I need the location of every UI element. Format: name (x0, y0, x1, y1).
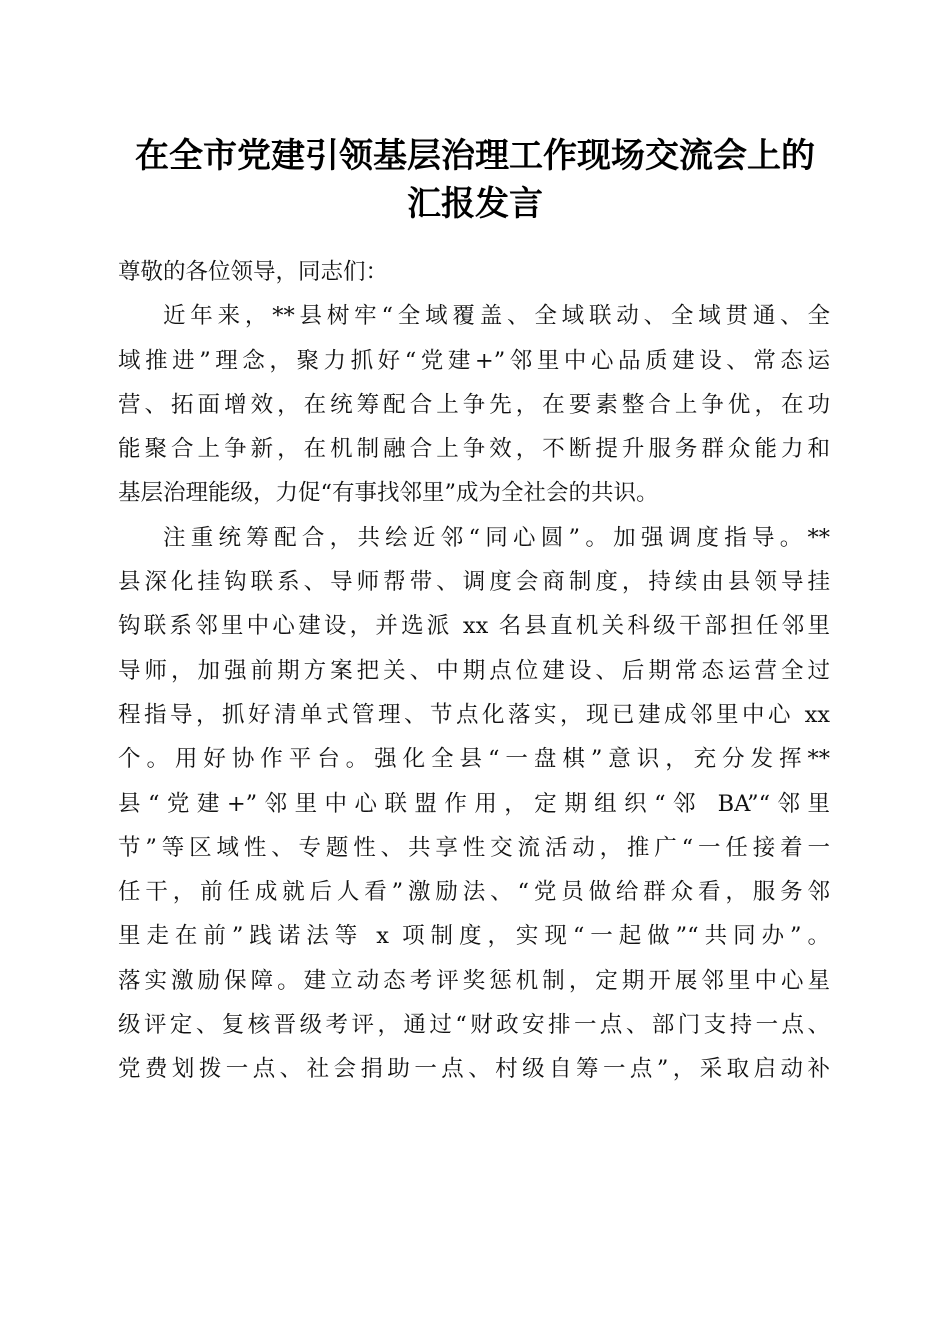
paragraph-line: 节”等区域性、专题性、共享性交流活动，推广“一任接着一 (118, 834, 830, 861)
title-line-2: 汇报发言 (407, 184, 543, 224)
document-body (118, 250, 830, 1092)
paragraph-line: 里走在前”践诺法等 x 项制度，实现“一起做”“共同办”。 (118, 923, 830, 950)
paragraph-line: 县“党建+”邻里中心联盟作用，定期组织“邻 BA”“邻里 (118, 790, 830, 817)
paragraph-line: 党费划拨一点、社会捐助一点、村级自筹一点”，采取启动补 (118, 1056, 830, 1083)
title-line-1: 在全市党建引领基层治理工作现场交流会上的 (135, 136, 815, 176)
paragraph-line: 县深化挂钩联系、导师帮带、调度会商制度，持续由县领导挂 (118, 569, 830, 596)
paragraph-line: 个。用好协作平台。强化全县“一盘棋”意识，充分发挥** (118, 746, 830, 773)
salutation: 尊敬的各位领导，同志们： (118, 259, 389, 285)
paragraph-line: 能聚合上争新，在机制融合上争效，不断提升服务群众能力和 (118, 436, 830, 463)
paragraph-line: 基层治理能级，力促“有事找邻里”成为全社会的共识。 (118, 480, 659, 507)
paragraph-line: 导师，加强前期方案把关、中期点位建设、后期常态运营全过 (118, 657, 830, 684)
paragraph-line: 域推进”理念，聚力抓好“党建+”邻里中心品质建设、常态运 (118, 347, 830, 374)
paragraph-line: 近年来，**县树牢“全域覆盖、全域联动、全域贯通、全 (163, 303, 830, 330)
paragraph-line: 钩联系邻里中心建设，并选派 xx 名县直机关科级干部担任邻里 (118, 613, 830, 640)
paragraph-line: 级评定、复核晋级考评，通过“财政安排一点、部门支持一点、 (118, 1012, 830, 1039)
paragraph-line: 程指导，抓好清单式管理、节点化落实，现已建成邻里中心 xx (118, 701, 830, 728)
document-title (100, 132, 850, 228)
paragraph-line: 任干，前任成就后人看”激励法、“党员做给群众看，服务邻 (118, 879, 830, 906)
paragraph-line: 落实激励保障。建立动态考评奖惩机制，定期开展邻里中心星 (118, 967, 830, 994)
paragraph-1 (118, 294, 830, 515)
paragraph-line: 营、拓面增效，在统筹配合上争先，在要素整合上争优，在功 (118, 391, 830, 418)
paragraph-2 (118, 516, 830, 1092)
paragraph-line: 注重统筹配合，共绘近邻“同心圆”。加强调度指导。** (163, 524, 830, 551)
